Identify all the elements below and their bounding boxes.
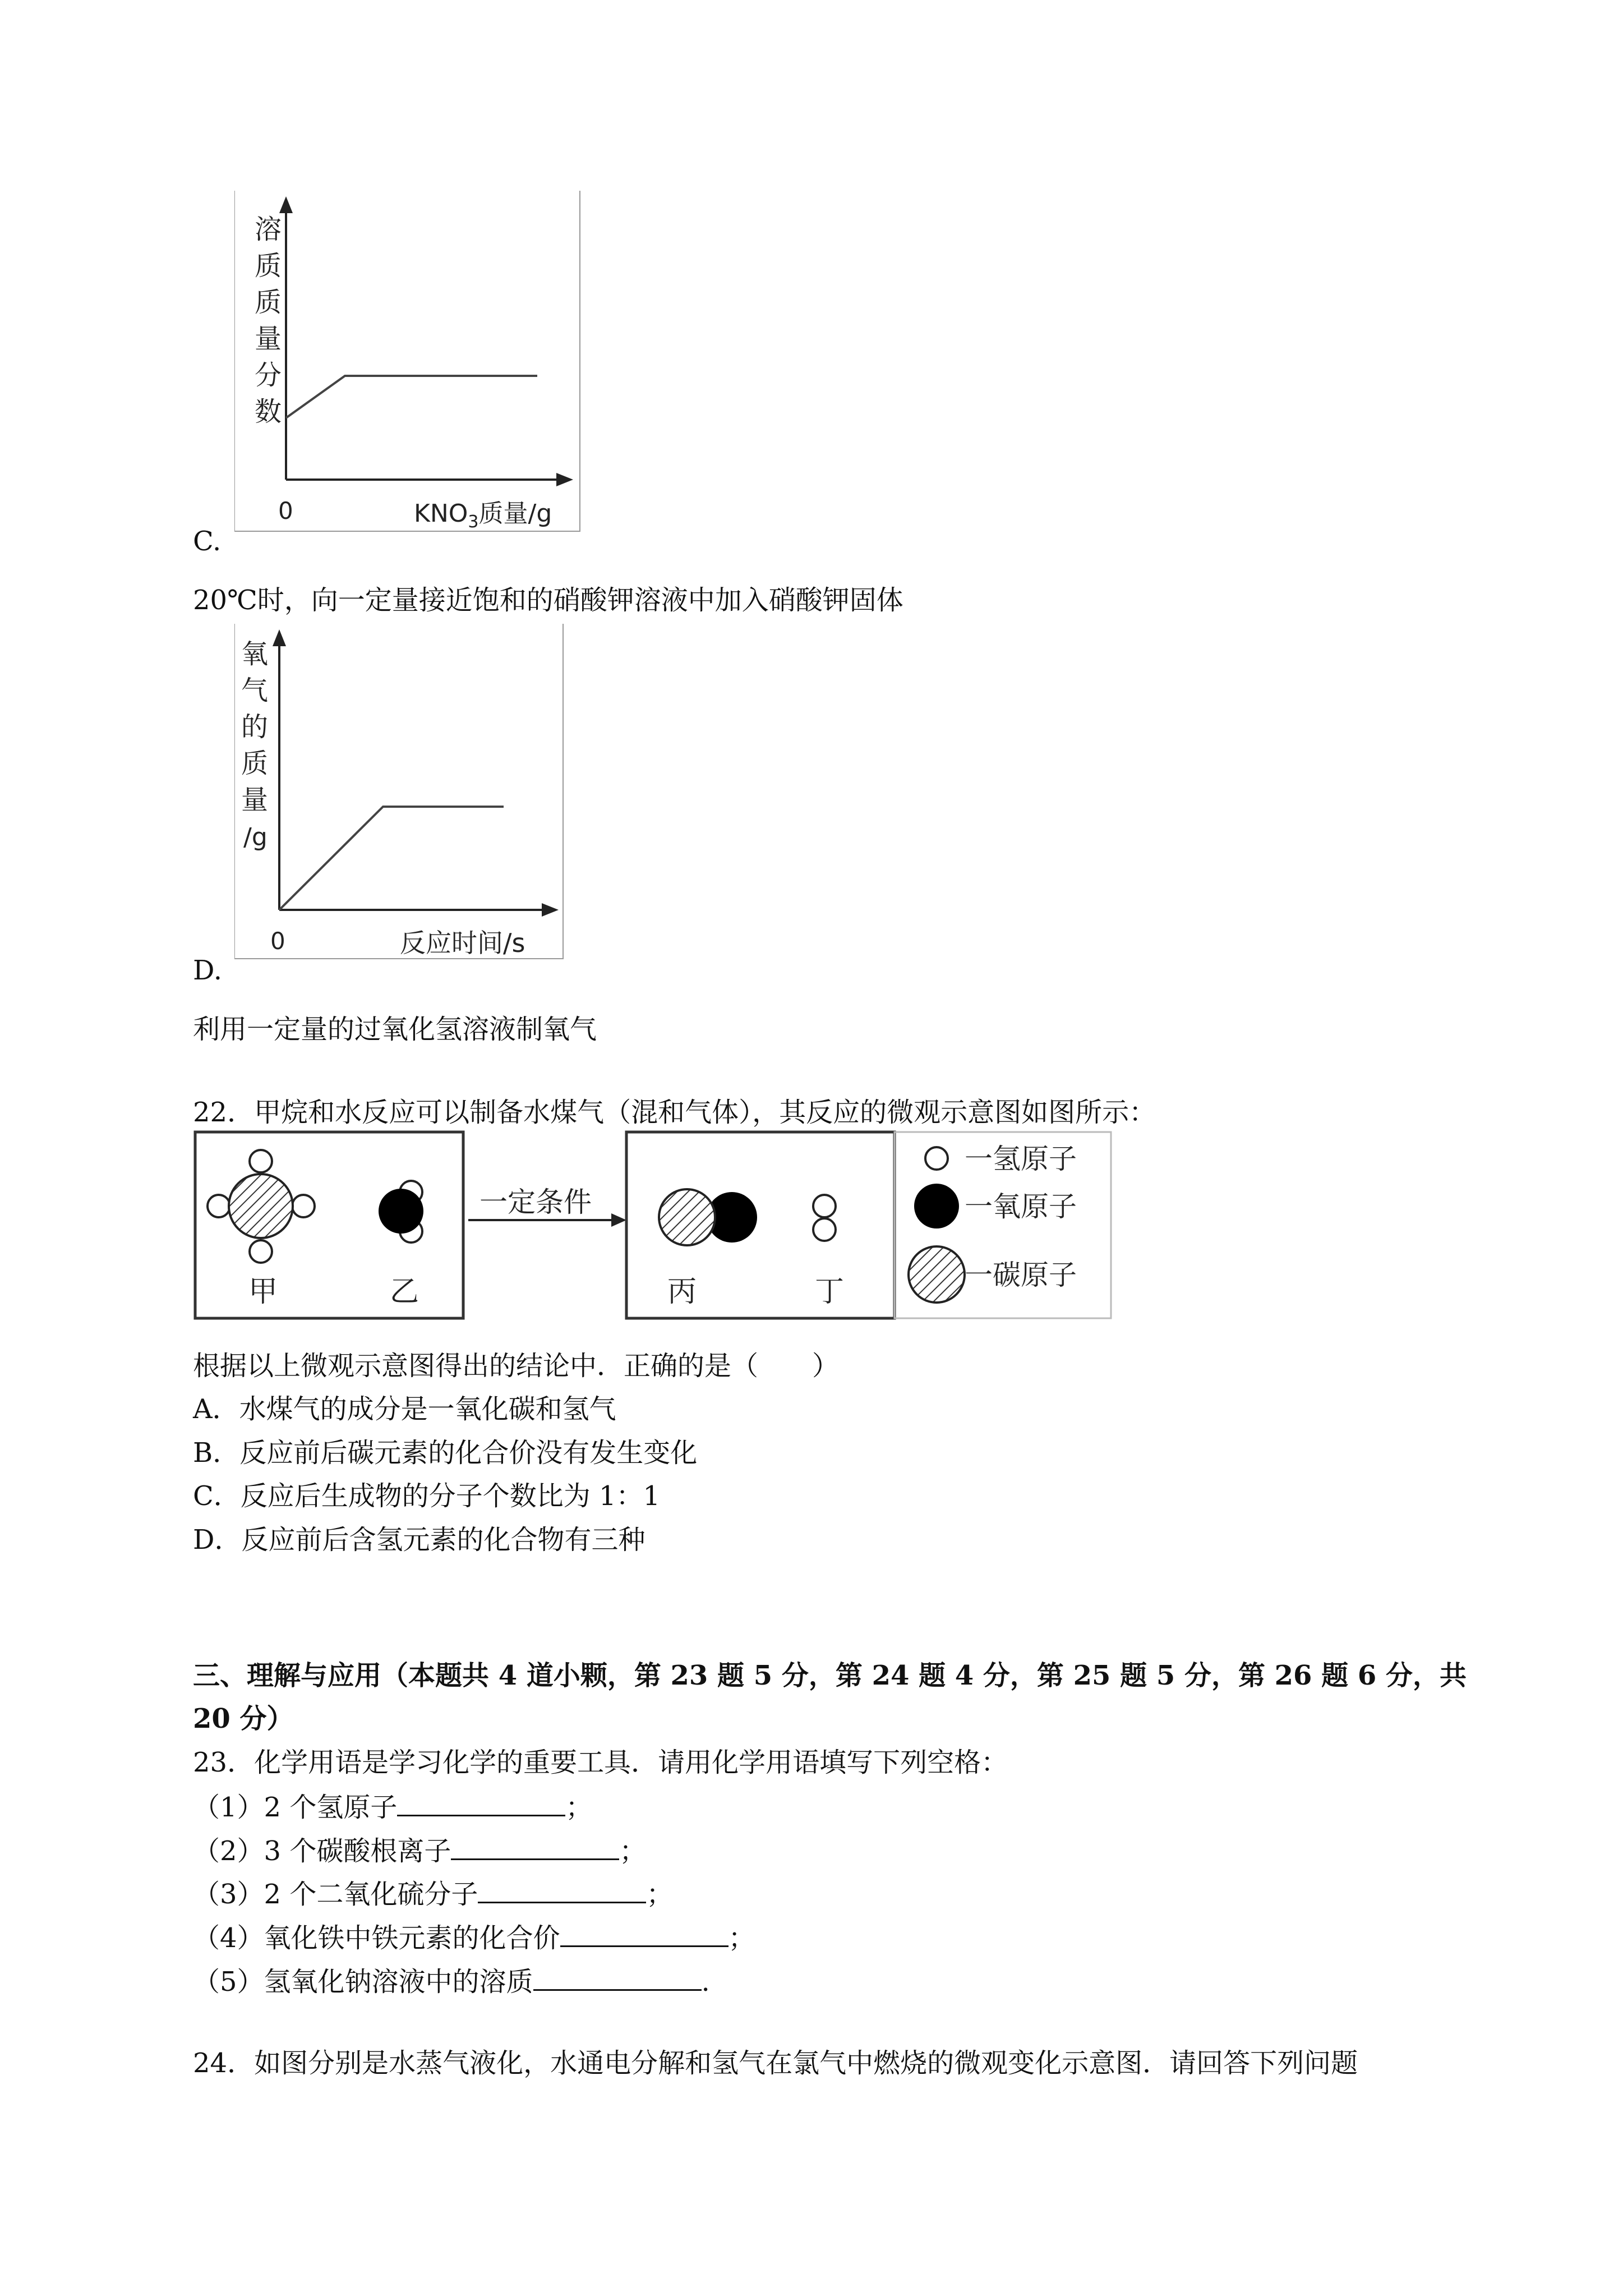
oxygen-atom bbox=[379, 1189, 423, 1234]
caption-d: 利用一定量的过氧化氢溶液制氧气 bbox=[193, 1014, 597, 1045]
reactant-b-label: 乙 bbox=[390, 1275, 419, 1309]
product-d-label: 丁 bbox=[815, 1275, 845, 1309]
option-c-label: C. bbox=[193, 526, 222, 557]
y-label-char: 量 bbox=[241, 784, 269, 816]
q22-stem: 22．甲烷和水反应可以制备水煤气（混和气体），其反应的微观示意图如图所示： bbox=[193, 1097, 1156, 1128]
y-label-char: 氧 bbox=[241, 638, 269, 670]
y-unit-label: /g bbox=[243, 823, 268, 852]
q23-item-4 bbox=[193, 1920, 755, 1955]
q23-item-text: （4）氧化铁中铁元素的化合价 bbox=[193, 1922, 560, 1954]
q23-item-text: （5）氢氧化钠溶液中的溶质 bbox=[193, 1966, 533, 1998]
graph-d bbox=[234, 624, 571, 966]
y-label-char: 质 bbox=[255, 250, 282, 282]
q23-item-end: ； bbox=[646, 1879, 674, 1910]
reaction-condition: 一定条件 bbox=[479, 1186, 592, 1218]
q22-question: 根据以上微观示意图得出的结论中．正确的是（ ） bbox=[193, 1350, 840, 1382]
legend-carbon-label: 一碳原子 bbox=[965, 1259, 1077, 1291]
section3-heading-line1: 三、理解与应用（本题共 4 道小颗，第 23 题 5 分，第 24 题 4 分，第 25 题 5 分，第 26 题 6 分，共 bbox=[193, 1660, 1467, 1691]
legend-hydrogen-atom bbox=[925, 1147, 948, 1170]
y-label-char: 数 bbox=[255, 396, 282, 427]
legend-oxygen-label: 一氧原子 bbox=[965, 1190, 1077, 1223]
oxygen-curve bbox=[279, 807, 504, 910]
graph-c bbox=[234, 191, 582, 539]
y-label-char: 质 bbox=[241, 748, 269, 779]
q23-item-1 bbox=[193, 1789, 592, 1824]
answer-blank[interactable] bbox=[560, 1920, 728, 1947]
answer-blank[interactable] bbox=[533, 1963, 702, 1991]
q23-item-5 bbox=[193, 1963, 710, 1999]
legend-carbon-atom bbox=[909, 1246, 965, 1303]
q23-item-end: ； bbox=[565, 1792, 593, 1823]
caption-c: 20℃时，向一定量接近饱和的硝酸钾溶液中加入硝酸钾固体 bbox=[193, 585, 903, 616]
option-d-label: D. bbox=[193, 955, 223, 986]
legend-hydrogen-label: 一氢原子 bbox=[965, 1143, 1077, 1175]
q23-item-3 bbox=[193, 1876, 673, 1911]
hydrogen-atom bbox=[208, 1195, 230, 1217]
carbon-atom bbox=[229, 1174, 293, 1238]
x-axis-label: $KNO_3$质量/g bbox=[414, 499, 552, 532]
product-c-label: 丙 bbox=[667, 1275, 697, 1309]
q22-option-d: D．反应前后含氢元素的化合物有三种 bbox=[193, 1524, 645, 1556]
hydrogen-atom bbox=[813, 1195, 836, 1217]
y-label-char: 气 bbox=[241, 675, 269, 706]
q22-option-a: A．水煤气的成分是一氧化碳和氢气 bbox=[193, 1393, 616, 1425]
hydrogen-molecule bbox=[813, 1195, 836, 1241]
q23-item-2 bbox=[193, 1833, 646, 1868]
q23-item-end: ； bbox=[619, 1835, 647, 1867]
legend-oxygen-atom bbox=[914, 1184, 959, 1228]
hydrogen-atom bbox=[250, 1240, 272, 1263]
reaction-arrowhead bbox=[611, 1213, 626, 1227]
carbon-monoxide-molecule bbox=[659, 1189, 757, 1245]
q23-item-text: （1）2 个氢原子 bbox=[193, 1792, 398, 1823]
solubility-curve bbox=[286, 376, 537, 418]
answer-blank[interactable] bbox=[478, 1876, 646, 1903]
q22-reaction-diagram bbox=[193, 1130, 1113, 1324]
origin-label: 0 bbox=[278, 497, 293, 524]
x-axis-label: 反应时间/s bbox=[400, 928, 525, 958]
hydrogen-atom bbox=[250, 1150, 272, 1172]
x-axis-arrow bbox=[542, 903, 559, 917]
q23-item-end: . bbox=[701, 1966, 710, 1998]
q23-item-end: ； bbox=[728, 1922, 755, 1954]
section3-heading-line2: 20 分） bbox=[193, 1703, 294, 1734]
q22-option-c: C．反应后生成物的分子个数比为 1：1 bbox=[193, 1480, 661, 1512]
q22-option-b: B．反应前后碳元素的化合价没有发生变化 bbox=[193, 1437, 698, 1469]
answer-blank[interactable] bbox=[397, 1789, 565, 1816]
water-molecule bbox=[379, 1181, 423, 1243]
y-label-char: 溶 bbox=[255, 214, 282, 245]
hydrogen-atom bbox=[813, 1218, 836, 1241]
reactant-a-label: 甲 bbox=[248, 1275, 278, 1309]
q23-stem: 23．化学用语是学习化学的重要工具．请用化学用语填写下列空格： bbox=[193, 1747, 1008, 1778]
hydrogen-atom bbox=[292, 1195, 315, 1217]
y-axis-arrow bbox=[279, 196, 293, 213]
x-axis-arrow bbox=[556, 473, 573, 486]
q23-item-text: （2）3 个碳酸根离子 bbox=[193, 1835, 451, 1867]
carbon-atom bbox=[659, 1189, 715, 1245]
y-axis-arrow bbox=[273, 629, 286, 646]
q24-stem: 24．如图分别是水蒸气液化，水通电分解和氢气在氯气中燃烧的微观变化示意图．请回答下列问题 bbox=[193, 2047, 1358, 2079]
y-label-char: 量 bbox=[255, 323, 282, 355]
answer-blank[interactable] bbox=[451, 1833, 619, 1860]
y-label-char: 质 bbox=[255, 287, 282, 318]
methane-molecule bbox=[208, 1150, 315, 1263]
origin-label: 0 bbox=[270, 927, 285, 955]
q23-item-text: （3）2 个二氧化硫分子 bbox=[193, 1879, 478, 1910]
y-label-char: 分 bbox=[255, 360, 282, 391]
y-label-char: 的 bbox=[241, 711, 269, 743]
